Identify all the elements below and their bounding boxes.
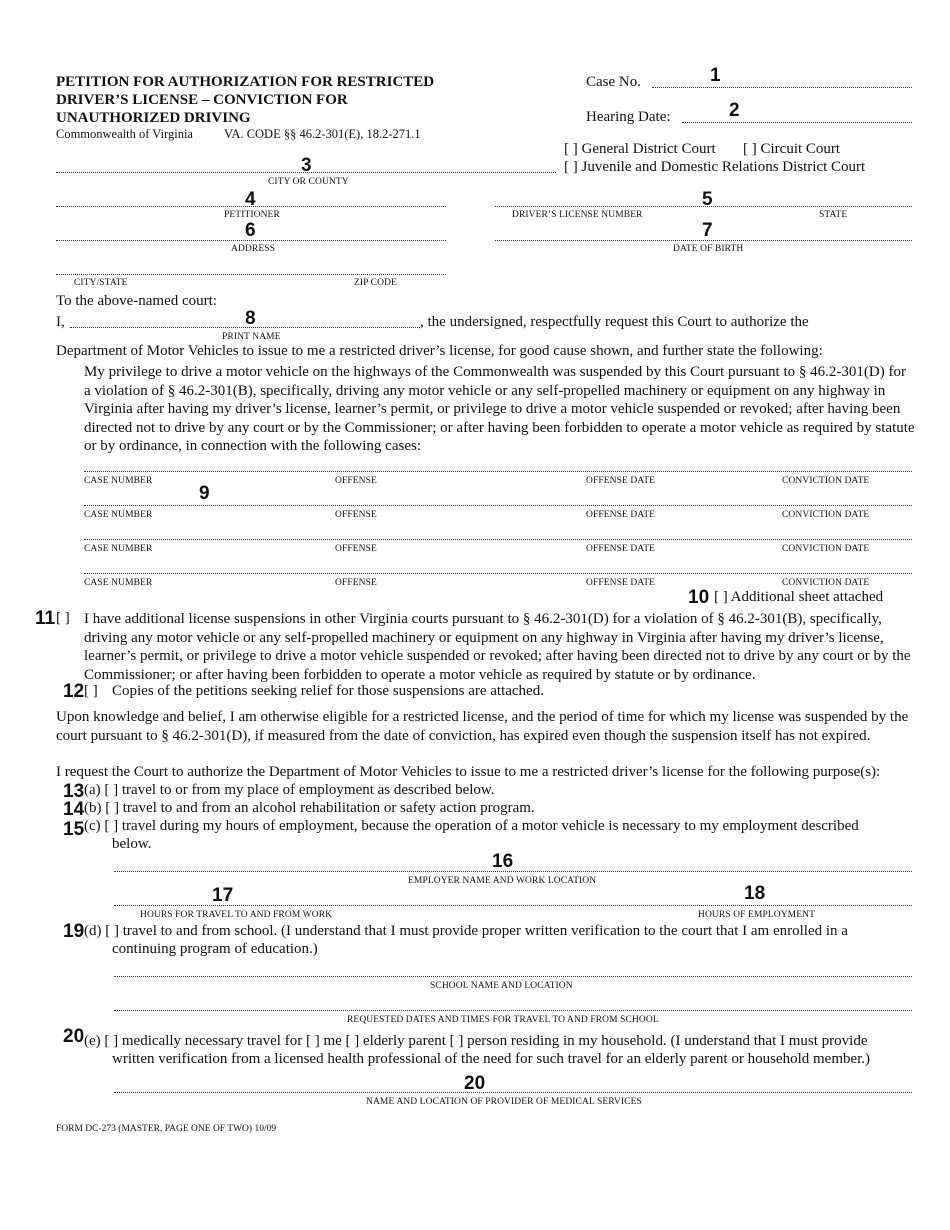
offense-date-caption: OFFENSE DATE (586, 578, 656, 588)
zip-code-caption: ZIP CODE (354, 278, 397, 288)
field-number-5: 5 (702, 189, 713, 210)
field-number-14: 14 (63, 799, 85, 820)
offense-date-caption: OFFENSE DATE (586, 476, 656, 486)
conviction-date-caption: CONVICTION DATE (782, 578, 870, 588)
purpose-c-continued: below. (112, 836, 152, 852)
address-caption: ADDRESS (231, 244, 275, 254)
school-field[interactable] (114, 976, 912, 977)
conviction-date-caption: CONVICTION DATE (782, 510, 870, 520)
field-number-16: 16 (492, 851, 514, 872)
case-number-caption: CASE NUMBER (84, 476, 153, 486)
additional-sheet-checkbox[interactable]: [ ] Additional sheet attached (714, 589, 884, 605)
medical-provider-caption: NAME AND LOCATION OF PROVIDER OF MEDICAL SERVICES (366, 1097, 642, 1107)
i-prefix: I, (56, 314, 65, 330)
school-caption: SCHOOL NAME AND LOCATION (430, 981, 573, 991)
privilege-paragraph: My privilege to drive a motor vehicle on the highways of the Commonwealth was suspended by this Court pursuant to § 46.2-301(D) for a violation of § 46.2-301(B), specifically, driving any motor vehicle or any self-propelled machinery or equipment on any highway in Virginia after having my driver’s license, learner’s permit, or privilege to drive a motor vehicle suspended or revoked; after having been directed not to drive by any court or by the Commissioner; or after having been forbidden to operate a motor vehicle as required by statute or by ordinance, in connection with the following cases: (84, 364, 915, 454)
employer-caption: EMPLOYER NAME AND WORK LOCATION (408, 876, 597, 886)
city-state-zip-field[interactable] (56, 274, 446, 275)
purpose-e-checkbox[interactable]: (e) [ ] medically necessary travel for [ ] me [ ] elderly parent [ ] person residing in my household. (I understand that I must provide (84, 1033, 868, 1049)
field-number-3: 3 (301, 155, 312, 176)
field-number-20: 20 (63, 1026, 85, 1047)
field-number-4: 4 (245, 189, 256, 210)
petitioner-caption: PETITIONER (224, 210, 280, 220)
form-title-line3: UNAUTHORIZED DRIVING (56, 110, 251, 126)
case-row-2-field[interactable] (84, 505, 912, 506)
conviction-date-caption: CONVICTION DATE (782, 476, 870, 486)
form-title-line1: PETITION FOR AUTHORIZATION FOR RESTRICTED (56, 74, 435, 90)
field-number-20-provider: 20 (464, 1073, 486, 1094)
court-general-district-checkbox[interactable]: [ ] General District Court (564, 141, 716, 157)
offense-caption: OFFENSE (335, 544, 377, 554)
request-purpose-text: I request the Court to authorize the Department of Motor Vehicles to issue to me a restricted driver’s license for the following purpose(s): (56, 764, 881, 780)
case-no-label: Case No. (586, 74, 641, 90)
request-text: , the undersigned, respectfully request this Court to authorize the (420, 314, 809, 330)
field-number-19: 19 (63, 921, 85, 942)
purpose-a-checkbox[interactable]: (a) [ ] travel to or from my place of employment as described below. (84, 782, 495, 798)
field-number-8: 8 (245, 308, 256, 329)
field-number-13: 13 (63, 781, 85, 802)
field-number-9: 9 (199, 483, 210, 504)
va-code-label: VA. CODE §§ 46.2-301(E), 18.2-271.1 (224, 127, 421, 141)
commonwealth-label: Commonwealth of Virginia (56, 127, 193, 141)
field-number-15: 15 (63, 819, 85, 840)
case-number-caption: CASE NUMBER (84, 544, 153, 554)
purpose-c-checkbox[interactable]: (c) [ ] travel during my hours of employment, because the operation of a motor vehicle is necessary to my employment described (84, 818, 859, 834)
case-number-caption: CASE NUMBER (84, 510, 153, 520)
purpose-b-checkbox[interactable]: (b) [ ] travel to and from an alcohol rehabilitation or safety action program. (84, 800, 535, 816)
case-row-3-field[interactable] (84, 539, 912, 540)
state-caption: STATE (819, 210, 848, 220)
field-number-6: 6 (245, 220, 256, 241)
city-state-caption: CITY/STATE (74, 278, 128, 288)
eligibility-paragraph: Upon knowledge and belief, I am otherwise eligible for a restricted license, and the period of time for which my license was suspended by the court pursuant to § 46.2-301(D), if measured from the date of conviction, has expired even though the suspension itself has not expired. (56, 709, 909, 744)
city-or-county-caption: CITY OR COUNTY (268, 177, 349, 187)
to-court-text: To the above-named court: (56, 293, 217, 309)
hours-travel-caption: HOURS FOR TRAVEL TO AND FROM WORK (140, 910, 333, 920)
item11-checkbox[interactable]: [ ] (56, 610, 70, 626)
case-row-4-field[interactable] (84, 573, 912, 574)
hours-field[interactable] (114, 905, 912, 906)
item12-checkbox[interactable]: [ ] (84, 683, 98, 699)
drivers-license-caption: DRIVER’S LICENSE NUMBER (512, 210, 643, 220)
item12-text: Copies of the petitions seeking relief for those suspensions are attached. (112, 683, 544, 699)
offense-caption: OFFENSE (335, 510, 377, 520)
field-number-2: 2 (729, 100, 740, 121)
purpose-d-continued: continuing program of education.) (112, 941, 318, 957)
field-number-11: 11 (35, 608, 56, 629)
dmv-statement: Department of Motor Vehicles to issue to me a restricted driver’s license, for good cause shown, and further state the following: (56, 343, 823, 359)
medical-provider-field[interactable] (114, 1092, 912, 1093)
field-number-1: 1 (710, 65, 721, 86)
field-number-18: 18 (744, 883, 766, 904)
offense-date-caption: OFFENSE DATE (586, 544, 656, 554)
conviction-date-caption: CONVICTION DATE (782, 544, 870, 554)
case-row-1-field[interactable] (84, 471, 912, 472)
field-number-17: 17 (212, 885, 234, 906)
offense-caption: OFFENSE (335, 476, 377, 486)
court-juvenile-checkbox[interactable]: [ ] Juvenile and Domestic Relations District Court (564, 159, 866, 175)
field-number-12: 12 (63, 681, 85, 702)
court-circuit-checkbox[interactable]: [ ] Circuit Court (743, 141, 841, 157)
purpose-d-checkbox[interactable]: (d) [ ] travel to and from school. (I understand that I must provide proper written verification to the court that I am enrolled in a (84, 923, 848, 939)
hearing-date-label: Hearing Date: (586, 109, 671, 125)
form-title-line2: DRIVER’S LICENSE – CONVICTION FOR (56, 92, 348, 108)
case-number-caption: CASE NUMBER (84, 578, 153, 588)
item11-text: I have additional license suspensions in other Virginia courts pursuant to § 46.2-301(D) for a violation of § 46.2-301(B), specifically, driving any motor vehicle or any self-propelled machinery or equipment on any highway in Virginia after having my driver’s license, learner’s permit, or privilege to drive a motor vehicle suspended or revoked; after having been directed not to drive by any court or by the Commissioner; or after having been forbidden to operate a motor vehicle as required by statute or by ordinance. (84, 611, 911, 683)
field-number-7: 7 (702, 220, 713, 241)
offense-caption: OFFENSE (335, 578, 377, 588)
form-id-footer: FORM DC-273 (MASTER, PAGE ONE OF TWO) 10/09 (56, 1124, 277, 1134)
date-of-birth-caption: DATE OF BIRTH (673, 244, 744, 254)
hearing-date-field[interactable] (682, 122, 912, 123)
case-no-field[interactable] (652, 87, 912, 88)
school-dates-field[interactable] (114, 1010, 912, 1011)
offense-date-caption: OFFENSE DATE (586, 510, 656, 520)
field-number-10: 10 (688, 587, 710, 608)
school-dates-caption: REQUESTED DATES AND TIMES FOR TRAVEL TO AND FROM SCHOOL (347, 1015, 659, 1025)
print-name-caption: PRINT NAME (222, 332, 281, 342)
hours-employment-caption: HOURS OF EMPLOYMENT (698, 910, 815, 920)
purpose-e-continued: written verification from a licensed health professional of the need for such travel for an elderly parent or household member.) (112, 1051, 871, 1067)
